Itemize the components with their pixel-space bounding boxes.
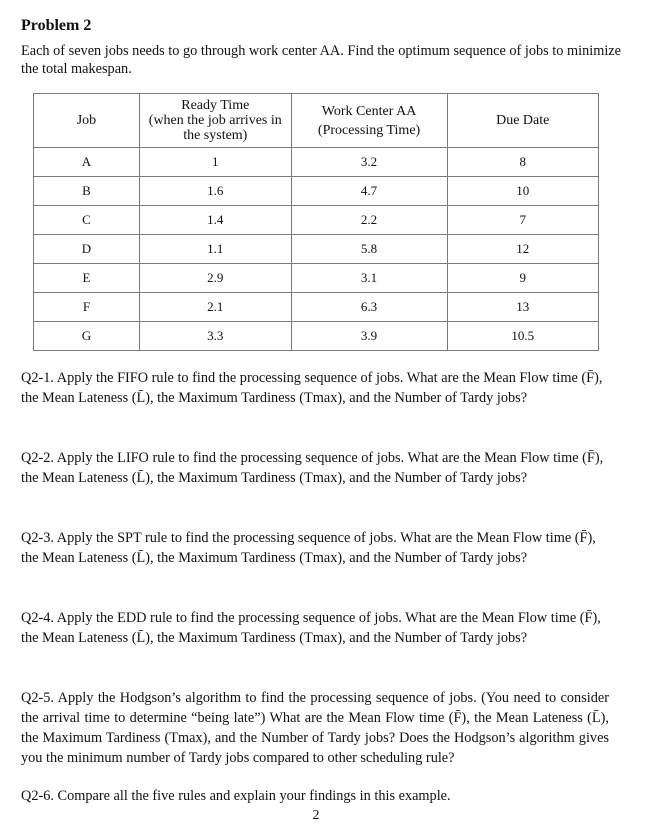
table-row <box>34 206 599 235</box>
table-row <box>34 322 599 351</box>
question-q2-1: Q2-1. Apply the FIFO rule to find the processing sequence of jobs. What are the Mean Flow time (F̄), the Mean Lateness (L̄), the Maximum Tardiness (Tmax), and the Number of Tardy jobs? <box>21 370 603 406</box>
table-row <box>34 264 599 293</box>
question-q2-6: Q2-6. Compare all the five rules and explain your findings in this example. <box>21 788 451 804</box>
question-q2-2: Q2-2. Apply the LIFO rule to find the processing sequence of jobs. What are the Mean Flow time (F̄), the Mean Lateness (L̄), the Maximum Tardiness (Tmax), and the Number of Tardy jobs? <box>21 450 604 486</box>
cell-due: 10 <box>447 177 599 206</box>
header-ready-time <box>139 94 291 148</box>
cell-job: D <box>34 235 140 264</box>
cell-proc: 3.1 <box>291 264 447 293</box>
cell-job: G <box>34 322 140 351</box>
table-header-row <box>34 94 599 148</box>
cell-ready: 1.1 <box>139 235 291 264</box>
cell-due: 9 <box>447 264 599 293</box>
question-q2-3: Q2-3. Apply the SPT rule to find the processing sequence of jobs. What are the Mean Flow time (F̄), the Mean Lateness (L̄), the Maximum Tardiness (Tmax), and the Number of Tardy jobs? <box>21 530 596 566</box>
header-ready-line3: the system) <box>183 128 248 143</box>
cell-proc: 4.7 <box>291 177 447 206</box>
question-q2-4: Q2-4. Apply the EDD rule to find the processing sequence of jobs. What are the Mean Flow time (F̄), the Mean Lateness (L̄), the Maximum Tardiness (Tmax), and the Number of Tardy jobs? <box>21 610 601 646</box>
cell-job: F <box>34 293 140 322</box>
header-ready-line2: (when the job arrives in <box>148 113 282 128</box>
header-wc-line1: Work Center AA <box>321 103 417 119</box>
page-number: 2 <box>312 808 320 823</box>
cell-proc: 6.3 <box>291 293 447 322</box>
cell-proc: 3.2 <box>291 148 447 177</box>
cell-due: 13 <box>447 293 599 322</box>
cell-proc: 5.8 <box>291 235 447 264</box>
cell-ready: 1 <box>139 148 291 177</box>
header-job: Job <box>34 94 140 148</box>
cell-due: 12 <box>447 235 599 264</box>
jobs-table <box>33 93 599 351</box>
cell-job: A <box>34 148 140 177</box>
cell-due: 8 <box>447 148 599 177</box>
cell-ready: 1.6 <box>139 177 291 206</box>
problem-title: Problem 2 <box>21 17 92 34</box>
cell-job: C <box>34 206 140 235</box>
cell-ready: 2.9 <box>139 264 291 293</box>
cell-job: B <box>34 177 140 206</box>
table-row <box>34 148 599 177</box>
cell-ready: 3.3 <box>139 322 291 351</box>
cell-ready: 1.4 <box>139 206 291 235</box>
cell-proc: 2.2 <box>291 206 447 235</box>
table-row <box>34 235 599 264</box>
cell-due: 10.5 <box>447 322 599 351</box>
cell-proc: 3.9 <box>291 322 447 351</box>
cell-due: 7 <box>447 206 599 235</box>
header-work-center <box>291 94 447 148</box>
header-wc-line2: (Processing Time) <box>317 122 421 138</box>
table-row <box>34 177 599 206</box>
problem-intro: Each of seven jobs needs to go through work center AA. Find the optimum sequence of jobs to minimize the total makespan. <box>21 43 621 77</box>
header-ready-line1: Ready Time <box>181 98 250 113</box>
table-row <box>34 293 599 322</box>
question-q2-5: Q2-5. Apply the Hodgson’s algorithm to find the processing sequence of jobs. (You need to consider the arrival time to determine “being late”) What are the Mean Flow time (F̄), the Mean Lateness (L̄), the Maximum Tardiness (Tmax), and the Number of Tardy jobs? Does the Hodgson’s algorithm gives you the minimum number of Tardy jobs compared to other scheduling rule? <box>21 690 609 766</box>
cell-job: E <box>34 264 140 293</box>
header-due-date: Due Date <box>447 94 599 148</box>
cell-ready: 2.1 <box>139 293 291 322</box>
